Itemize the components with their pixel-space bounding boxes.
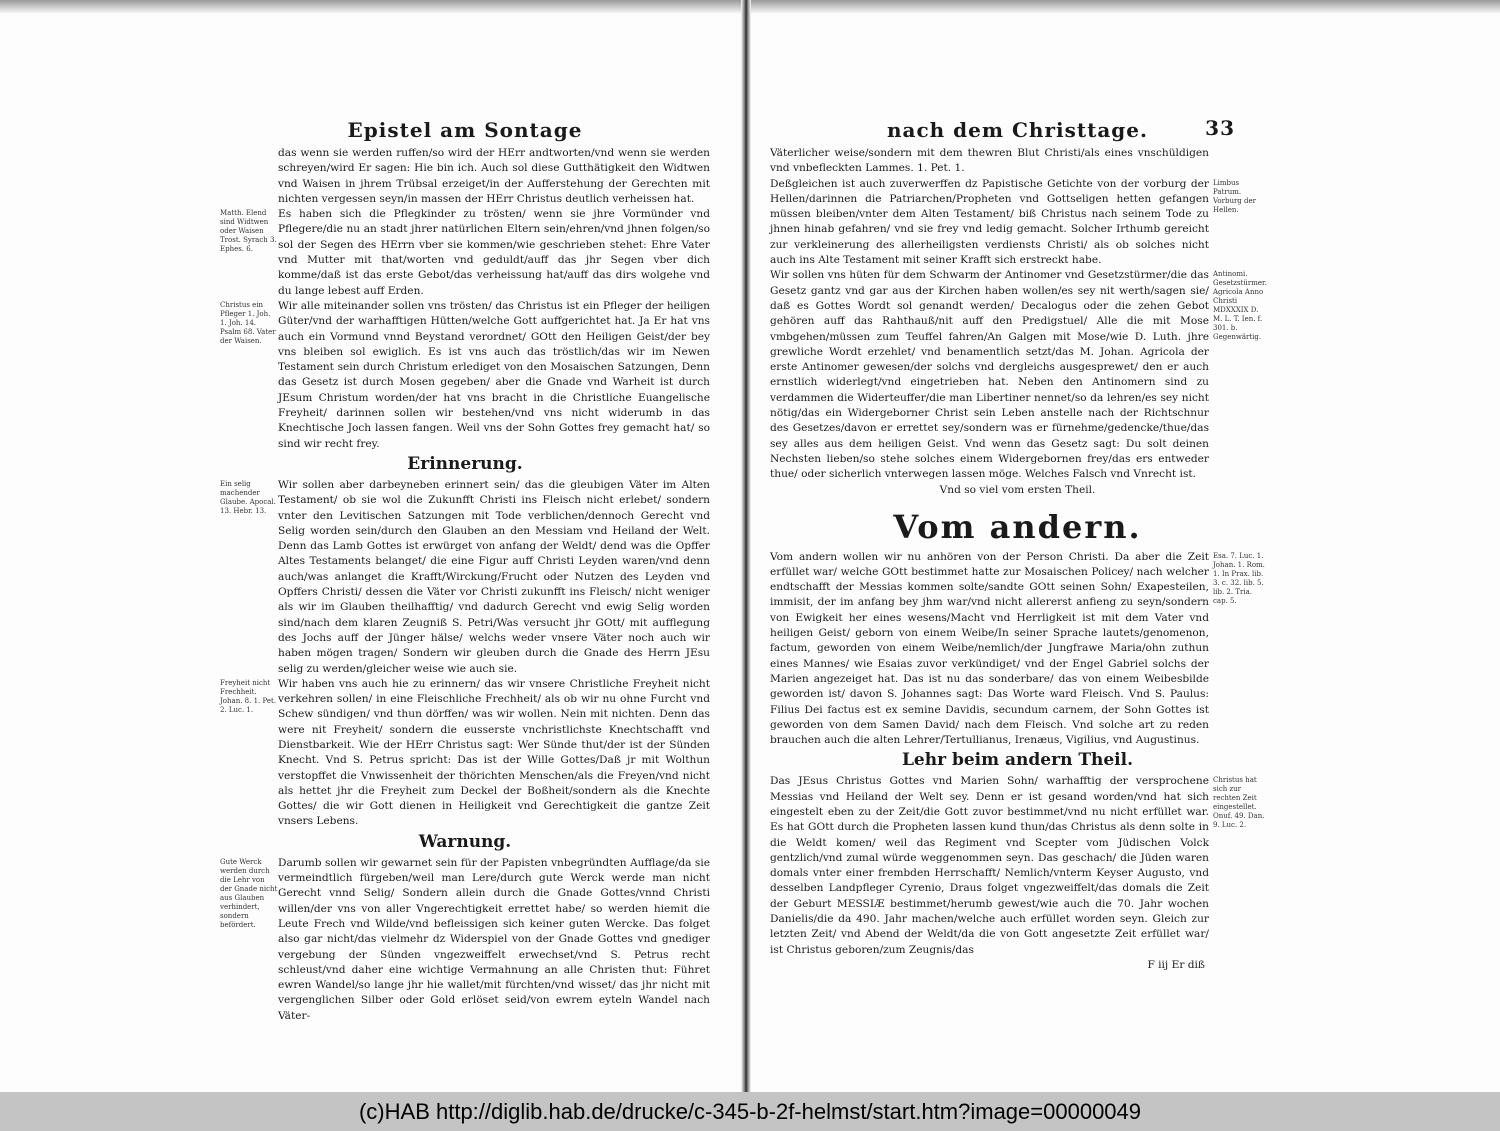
- footer-url: (c)HAB http://diglib.hab.de/drucke/c-345-b-2f-helmst/start.htm?image=00000049: [358, 1098, 1142, 1124]
- marginal-note: Esa. 7. Luc. 1. Johan. 1. Rom. 1. In Prax. lib. 3. c. 32. lib. 5. lib. 2. Tria. cap. 5.: [1213, 551, 1265, 605]
- right-page: [770, 118, 1265, 973]
- text-column: [278, 207, 710, 299]
- text-column: [278, 299, 710, 452]
- text-column: [278, 856, 710, 1024]
- text-column: [770, 268, 1209, 482]
- marginal-note: Ein selig machender Glaube. Apocal. 13. Hebr. 13.: [220, 479, 276, 515]
- marginal-note: [220, 146, 278, 207]
- body-paragraph: Darumb sollen wir gewarnet sein für der Papisten vnbegründten Aufflage/da sie vermeindtlich fürgeben/weil man Lere/durch gute Werck werde man nicht Gerecht vnnd Selig/ Sondern allein durch die Gnade Gottes/vnnd Christi willen/der vns von aller Vngerechtigkeit errettet habe/ so werden hiemit die Leute Frech vnd Wilde/vnd befleissigen sich keiner guten Wercke. Das folget also gar nicht/das vielmehr dz Widerspiel von der Gnade Gottes vnd gnediger vergebung der Sünden vngezweiffelt erwechset/vnd S. Petrus recht schleust/vnd daher eine wichtige Vermahnung an alle Christen thut: Führet ewren Wandel/so lange jhr hie wallet/mit fürchten/vnd wisset/ das jhr nicht mit vergenglichen Silber oder Gold erlöset seid/von ewrem eyteln Wandel nach Väter-: [278, 856, 710, 1022]
- paragraph-row: [770, 146, 1265, 177]
- body-paragraph: Wir sollen vns hüten für dem Schwarm der Antinomer vnd Gesetzstürmer/die das Gesetz gantz vnd gar aus der Kirchen haben wollen/es sey nit werth/sagen sie/ daß es Gottes Wordt sol genandt werden/ Decalogus oder die zehen Gebot gehören auff das Rahthauß/nit auff den Predigstuel/ Alle die mit Mose vmbgehen/müssen zum Teuffel fahren/An Galgen mit Mose/wie D. Luth. jhre grewliche Wordt erzehlet/ vnd benamentlich setzt/das M. Johan. Agricola der erste Antinomer gewesen/der solchs vnd dergleichs ausgesprewet/ den er auch ernstlich widerlegt/vnd eingetrieben hat. Neben den Antinomern sind zu verdammen die Widerteuffer/die man Libertiner nennet/so da lehren/es sey nicht nötig/das ein Widergeborner Christ sein Leben anstelle nach der Richtschnur des Gesetzes/davon er errettet sey/sondern was er fürnehme/gedencke/thue/das sey alles aus dem heiligen Geist. Vnd wenn das Gesetz sagt: Du solt deinen Nechsten lieben/so stehe solches einem Widergebornen frey/das ers entweder thue/ oder sicherlich vnterwegen lassen möge. Welches Falsch vnd Vnrecht ist.: [770, 269, 1209, 481]
- footer-bar: [0, 1092, 1500, 1131]
- marginal-note: Freyheit nicht Frechheit. Johan. 8. 1. Pet. 2. Luc. 1.: [220, 678, 277, 714]
- right-running-head-text: nach dem Christtage.: [887, 118, 1148, 142]
- body-paragraph: Wir sollen aber darbeyneben erinnert sein/ das die gleubigen Väter im Alten Testament/ ob sie wol die Zukunfft Christi ins Fleisch nicht erlebet/ sondern vnter den Levitischen Satzungen mit Tode verblichen/dennoch Gerecht vnd Selig worden sein/durch den Glauben an den Messiam vnd Heiland der Welt. Denn das Lamb Gottes ist erwürget von anfang der Weldt/ dend was die Opffer Altes Testaments belanget/ die eine Figur auff Christi Leyden waren/vnd denn auch/was anlanget die Krafft/Wirckung/Frucht oder Nutzen des Leyden vnd Opffers Christi/ dessen die Väter vor Christi zukunfft ins Fleisch/ nicht weniger als wir im Glauben theilhafftig/ vnd dadurch Gerecht vnd ewig Selig worden sind/nach dem klaren Zeugniß S. Petri/Was versucht jhr GOtt/ mit aufflegung des Jochs auff der Jünger hälse/ welchs weder vnsere Väter noch auch wir haben mögen tragen/ Sondern wir gleuben durch die Gnade des Herrn JEsu selig zu werden/gleicher weise wie auch sie.: [278, 478, 710, 675]
- paragraph-row: [220, 299, 710, 452]
- paragraph-row: [220, 478, 710, 677]
- paragraph-row: [770, 774, 1265, 958]
- text-column: [278, 478, 710, 677]
- book-gutter: [741, 0, 751, 1092]
- section-heading: Warnung.: [418, 831, 512, 852]
- right-page-body: [770, 146, 1265, 973]
- text-column: [770, 550, 1209, 749]
- marginal-note: Limbus Patrum. Vorburg der Hellen.: [1213, 178, 1256, 214]
- paragraph-row: [770, 268, 1265, 482]
- section-heading: Erinnerung.: [407, 453, 523, 474]
- part-heading: Vom andern.: [893, 507, 1142, 546]
- body-paragraph: Es haben sich die Pflegkinder zu trösten/ wenn sie jhre Vormünder vnd Pflegere/die nu an stadt jhrer natürlichen Eltern sein/ehren/vnd jhnen folgen/so sol der Segen des HErrn vber sie kommen/wie geschrieben stehet: Ehre Vater vnd Mutter mit that/worten vnd geduldt/auff das jhr Segen vber dich komme/daß ist das erste Gebot/das verheissung hat/auff das dirs wolgehe vnd du lange lebest auff Erden.: [278, 208, 710, 297]
- paragraph-row: [770, 550, 1265, 749]
- marginal-note: Matth. Elend sind Widtwen oder Waisen Trost. Syrach 3. Ephes. 6.: [220, 209, 277, 254]
- signature-catchword: F iij Er diß: [1147, 958, 1205, 971]
- section-heading: Lehr beim andern Theil.: [901, 750, 1134, 771]
- marginal-note: [1209, 146, 1265, 177]
- body-paragraph: Wir alle miteinander sollen vns trösten/ das Christus ist ein Pfleger der heiligen Güter/vnd der warhafftigen Hütten/welche Gott auffgerichtet hat. Ja Er hat vns auch ein Vormund vnnd Beystand verordnet/ GOtt den Heiligen Geist/der bey vns bleiben sol ewiglich. Es ist vns auch das tröstlich/das wir im Newen Testament sein durch Christum erlediget von den Mosaischen Satzungen, Denn das Gesetz ist durch Mosen gegeben/ aber die Gnade vnd Warheit ist durch JEsum Christum worden/der hat vns bracht in die Christliche Euangelische Freyheit/ darinnen sollen wir bestehen/vnd vns nicht widerumb in das Knechtische Joch lassen fangen. Weil vns der Sohn Gottes frey gemacht hat/ so sind wir recht frey.: [278, 299, 710, 450]
- left-page-body: [220, 146, 710, 1024]
- paragraph-row: [770, 177, 1265, 269]
- body-paragraph: Das JEsus Christus Gottes vnd Marien Sohn/ warhafftig der versprochene Messias vnd Heiland der Welt sey. Denn er ist gesand worden/vnd hat sich eingestelt eben zu der Zeit/die Gott zuvor bestimmet/vnd nu nicht erfüllet war. Es hat GOtt durch die Propheten lassen kund thun/das Christus als denn solte in die Weldt komen/ weil das Regiment vnd Scepter vom Jüdischen Volck gentzlich/vnd zumal würde weggenommen seyn. Das geschach/ die Jüden waren domals vnter einer frembden Herrschafft/ Nemlich/vnterm Keyser Augusto, vnd desselben Landpfleger Cyrenio, Draus folget vngezweiffelt/das domals die Zeit der Geburt MESSIÆ bestimmet/herumb gewest/wie auch die 70. Jahr wochen Danielis/die da 490. Jahr machen/welche auch erfüllet worden seyn. Gleich zur letzten Zeit/ vnd Abend der Weldt/da die von Gott angesetzte Zeit erfüllet war/ ist Christus geboren/zum Zeugnis/das: [770, 775, 1209, 956]
- marginal-note: Antinomi. Gesetzstürmer. Agricola Anno Christi MDXXXIX D. M. L. T. Ien. f. 301. b. Gegenwärtig.: [1213, 270, 1267, 342]
- text-column: [278, 677, 710, 830]
- text-column: [278, 146, 710, 207]
- text-column: [770, 774, 1209, 958]
- left-page: [220, 118, 710, 1024]
- body-paragraph: Vom andern wollen wir nu anhören von der Person Christi. Da aber die Zeit erfüllet war/ welche GOtt bestimmet hatte zur Mosaischen Policey/ nach welcher endtschafft der Messias kommen solte/sandte GOtt seinen Sohn/ Exapesteilen, immisit, der im anfang bey jhm war/vnd nicht allererst anfieng zu seyn/sondern von Ewigkeit her eines wesens/Macht vnd Herrligkeit ist mit dem Vater vnd heiligen Geist/ geborn von einem Weibe/In seiner Sprache lautets/genomenon, factum, geworden von einem Weibe/nemlich/der Jungfrawe Maria/ohn zuthun eines Mannes/ wie Esaias zuvor verkündiget/ vnd der Engel Gabriel solchs der Marien angezeiget hat. Das ist nu das sonderbare/ das von einem Weibesbilde geworden ist/ davon S. Johannes sagt: Das Worte ward Fleisch. Vnd S. Paulus: Filius Dei factus est ex semine Davidis, secundum carnem, der Sohn Gottes ist geworden von dem Samen David/ nach dem Fleisch. Vnd solche art zu reden brauchen auch die alten Lehrer/Tertullianus, Irenæus, Vigilius, vnd Augustinus.: [770, 550, 1209, 747]
- text-column: [770, 177, 1209, 269]
- page-number: 33: [1205, 116, 1235, 140]
- right-running-head: [770, 118, 1265, 142]
- paragraph-row: [220, 146, 710, 207]
- body-paragraph: Deßgleichen ist auch zuverwerffen dz Papistische Getichte von der vorburg der Hellen/darinnen die Patriarchen/Propheten vnd Gottseligen hetten gefangen müssen bleiben/vnter dem Alten Testament/ biß Christus nach seinem Tode zu jhnen hinab gefahren/ vnd sie frey vnd ledig gemacht. Solcher Irthumb gereicht zur verkleinerung des allerheiligsten verdiensts Christi/ als ob solches nicht auch ins Alte Testament mit seiner Krafft sich erstreckt habe.: [770, 177, 1209, 267]
- centered-line: Vnd so viel vom ersten Theil.: [939, 483, 1096, 496]
- body-paragraph: Wir haben vns auch hie zu erinnern/ das wir vnsere Christliche Freyheit nicht verkehren sollen/ in eine Fleischliche Frechheit/ als ob wir nu ohne Furcht vnd Schew sündigen/ vnd thun dörffen/ was wir wollen. Nein mit nichten. Denn das were nit Freyheit/ sondern die eusserste vnchristlichste Knechtschafft vnd Dienstbarkeit. Wie der HErr Christus sagt: Wer Sünde thut/der ist der Sünden Knecht. Vnd S. Petrus spricht: Das ist der Wille Gottes/Daß jr mit Wolthun verstopffet die Vnwissenheit der thörichten Menschen/als die Freyen/vnd nicht als hettet jhr die Freyheit zum Deckel der Boßheit/sondern als die Knechte Gottes/ die wir Gott dienen in Heiligkeit vnd Gerechtigkeit die gantze Zeit vnsers Lebens.: [278, 677, 710, 828]
- marginal-note: Gute Werck werden durch die Lehr von der Gnade nicht aus Glauben verhindert, sondern befördert.: [220, 857, 278, 929]
- paragraph-row: [220, 207, 710, 299]
- left-running-head: Epistel am Sontage: [347, 118, 583, 142]
- marginal-note: Christus hat sich zur rechten Zeit eingestellet. Onuf. 49. Dan. 9. Luc. 2.: [1213, 776, 1265, 830]
- paragraph-row: [220, 677, 710, 830]
- text-column: [770, 146, 1209, 177]
- body-paragraph: Väterlicher weise/sondern mit dem thewren Blut Christi/als eines vnschüldigen vnd vnbefleckten Lammes. 1. Pet. 1.: [770, 147, 1209, 175]
- marginal-note: Christus ein Pfleger 1. Joh. 1. Joh. 14. Psalm 68. Vater der Waisen.: [220, 300, 276, 345]
- body-paragraph: das wenn sie werden ruffen/so wird der HErr andtworten/vnd wenn sie werden schreyen/wird Er sagen: Hie bin ich. Auch sol diese Gutthätigkeit den Widtwen vnd Waisen in jhrem Trübsal erzeiget/in der Aufferstehung der Gerechten mit nichten vergessen seyn/in massen der HErr Christus deutlich verheissen hat.: [278, 147, 710, 205]
- paragraph-row: [220, 856, 710, 1024]
